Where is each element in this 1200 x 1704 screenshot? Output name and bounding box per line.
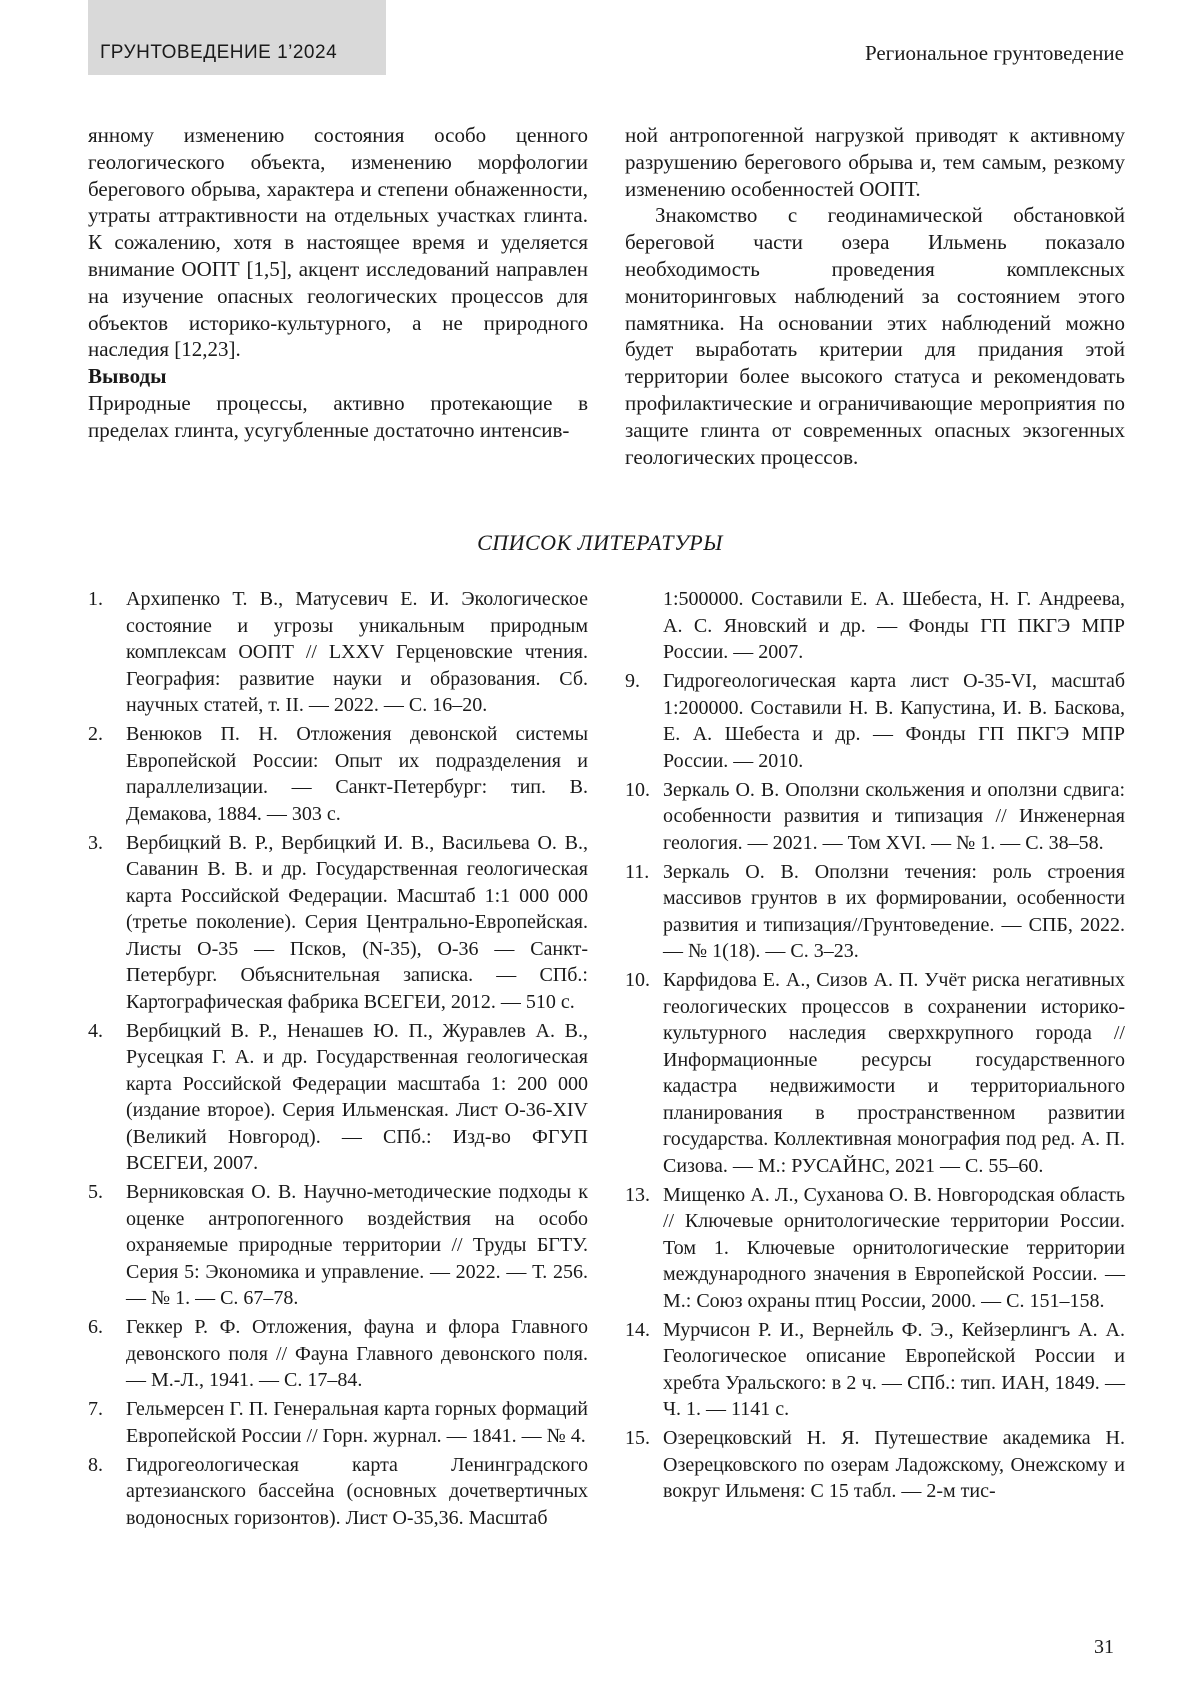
reference-number: 2. — [88, 723, 103, 745]
reference-item — [88, 721, 588, 827]
reference-text: Гельмерсен Г. П. Генеральная карта горных формаций Европейской России // Горн. журнал. — 1841. — № 4. — [126, 1398, 588, 1447]
reference-number: 5. — [88, 1181, 103, 1203]
reference-number: 1. — [88, 588, 103, 610]
reference-number: 15. — [625, 1427, 650, 1449]
reference-number: 10. — [625, 969, 650, 991]
reference-number: 9. — [625, 670, 640, 692]
reference-item — [625, 967, 1125, 1179]
reference-text: Геккер Р. Ф. Отложения, фауна и флора Главного девонского поля // Фауна Главного девонского поля. — М.-Л., 1941. — С. 17–84. — [126, 1316, 588, 1391]
reference-text: Гидрогеологическая карта лист О-35-VI, масштаб 1:200000. Составили Н. В. Капустина, И. В. Баскова, Е. А. Шебеста и др. — Фонды ГП ПКГЭ МПР России. — 2010. — [663, 670, 1125, 772]
reference-number: 8. — [88, 1453, 103, 1476]
reference-item-continuation — [625, 586, 1125, 666]
reference-text: Вербицкий В. Р., Ненашев Ю. П., Журавлев А. В., Русецкая Г. А. и др. Государственная геологическая карта Российской Федерации масштаба 1: 200 000 (издание второе). Серия Ильменская. Лист О-36-XIV (Великий Новгород). — СПб.: Изд-во ФГУП ВСЕГЕИ, 2007. — [126, 1019, 588, 1174]
body-right-column — [625, 122, 1125, 470]
reference-number: 14. — [625, 1318, 650, 1341]
reference-number: 4. — [88, 1019, 103, 1042]
reference-item — [88, 1452, 588, 1532]
reference-number: 7. — [88, 1398, 103, 1420]
body-paragraph: ной антропогенной нагрузкой приводят к активному разрушению берегового обрыва и, тем самым, резкому изменению особенностей ООПТ. — [625, 123, 1125, 201]
references-list-right — [625, 586, 1125, 1507]
references-heading: СПИСОК ЛИТЕРАТУРЫ — [477, 530, 723, 555]
reference-item — [625, 777, 1125, 857]
reference-text: Венюков П. Н. Отложения девонской системы Европейской России: Опыт их подразделения и параллелизации. — Санкт-Петербург: тип. В. Демакова, 1884. — 303 с. — [126, 723, 588, 825]
reference-text: Вербицкий В. Р., Вербицкий И. В., Васильева О. В., Саванин В. В. и др. Государственная геологическая карта Российской Федерации. Масштаб 1:1 000 000 (третье поколение). Серия Центрально-Европейская. Листы О-35 — Псков, (N-35), О-36 — Санкт-Петербург. Объяснительная записка. — СПб.: Картографическая фабрика ВСЕГЕИ, 2012. — 510 с. — [126, 831, 588, 1013]
reference-text: Архипенко Т. В., Матусевич Е. И. Экологическое состояние и угрозы уникальным природным комплексам ООПТ // LXXV Герценовские чтения. География: развитие науки и образования. Сб. научных статей, т. II. — 2022. — С. 16–20. — [126, 588, 588, 716]
body-paragraph: Природные процессы, активно протекающие в пределах глинта, усугубленные достаточно интенсив- — [88, 390, 588, 442]
reference-text: Карфидова Е. А., Сизов А. П. Учёт риска негативных геологических процессов в сохранении историко- культурного наследия сверхкрупного города // Информационные ресурсы государственного кадастра недвижимости и территориального планирования в пространственном развитии государства. Коллективная монография под ред. А. П. Сизова. — М.: РУСАЙНС, 2021 — С. 55–60. — [663, 969, 1125, 1177]
page-number: 31 — [1094, 1636, 1114, 1658]
section-title: Региональное грунтоведение — [864, 41, 1124, 65]
reference-item — [625, 859, 1125, 965]
reference-item — [88, 830, 588, 1016]
conclusions-heading: Выводы — [88, 364, 167, 389]
reference-item — [88, 1179, 588, 1312]
reference-item — [625, 668, 1125, 774]
journal-title: ГРУНТОВЕДЕНИЕ 1’2024 — [100, 42, 338, 63]
reference-number: 13. — [625, 1183, 650, 1206]
reference-number: 11. — [625, 860, 650, 883]
reference-number: 6. — [88, 1316, 103, 1338]
reference-text: Мурчисон Р. И., Вернейль Ф. Э., Кейзерлингъ А. А. Геологическое описание Европейской России и хребта Уральского: в 2 ч. — СПб.: тип. ИАН, 1849. — Ч. 1. — 1141 с. — [663, 1318, 1125, 1420]
body-paragraph: янному изменению состояния особо ценного геологического объекта, изменению морфологии берегового обрыва, характера и степени обнаженности, утраты аттрактивности на отдельных участках глинта. К сожалению, хотя в настоящее время и уделяется внимание ООПТ [1,5], акцент исследований направлен на изучение опасных геологических процессов для объектов историко-культурного, а не природного наследия [12,23]. — [88, 123, 588, 362]
reference-item — [88, 1396, 588, 1449]
reference-text: Зеркаль О. В. Оползни скольжения и оползни сдвига: особенности развития и типизация // Инженерная геология. — 2021. — Том XVI. — № 1. — С. 38–58. — [663, 778, 1125, 854]
references-list-left — [88, 586, 588, 1534]
reference-number: 10. — [625, 778, 650, 801]
reference-text: Зеркаль О. В. Оползни течения: роль строения массивов грунтов в их формировании, особенности развития и типизация//Грунтоведение. — СПБ, 2022. — № 1(18). — С. 3–23. — [663, 860, 1125, 962]
reference-number: 3. — [88, 831, 103, 854]
reference-item — [625, 1317, 1125, 1423]
body-paragraph: Знакомство с геодинамической обстановкой береговой части озера Ильмень показало необходимость проведения комплексных мониторинговых наблюдений за состоянием этого памятника. На основании этих наблюдений можно будет выработать критерии для придания этой территории более высокого статуса и рекомендовать профилактические и ограничивающие мероприятия по защите глинта от современных опасных экзогенных геологических процессов. — [625, 203, 1125, 469]
reference-text: 1:500000. Составили Е. А. Шебеста, Н. Г. Андреева, А. С. Яновский и др. — Фонды ГП ПКГЭ МПР России. — 2007. — [663, 588, 1125, 663]
body-left-column — [88, 122, 588, 444]
reference-text: Мищенко А. Л., Суханова О. В. Новгородская область // Ключевые орнитологические территории России. Том 1. Ключевые орнитологические территории международного значения в Европейской России. — М.: Союз охраны птиц России, 2000. — С. 151–158. — [663, 1183, 1125, 1312]
reference-item — [88, 1314, 588, 1394]
reference-text: Верниковская О. В. Научно-методические подходы к оценке антропогенного воздействия на особо охраняемые природные территории // Труды БГТУ. Серия 5: Экономика и управление. — 2022. — Т. 256. — № 1. — С. 67–78. — [126, 1181, 588, 1309]
reference-item — [625, 1182, 1125, 1315]
reference-item — [88, 1018, 588, 1177]
reference-item — [625, 1425, 1125, 1505]
reference-text: Гидрогеологическая карта Ленинградского артезианского бассейна (основных дочетвертичных водоносных горизонтов). Лист О-35,36. Масштаб — [126, 1453, 588, 1529]
reference-item — [88, 586, 588, 719]
reference-text: Озерецковский Н. Я. Путешествие академика Н. Озерецковского по озерам Ладожскому, Онежскому и вокруг Ильменя: С 15 табл. — 2-м тис- — [663, 1427, 1125, 1502]
